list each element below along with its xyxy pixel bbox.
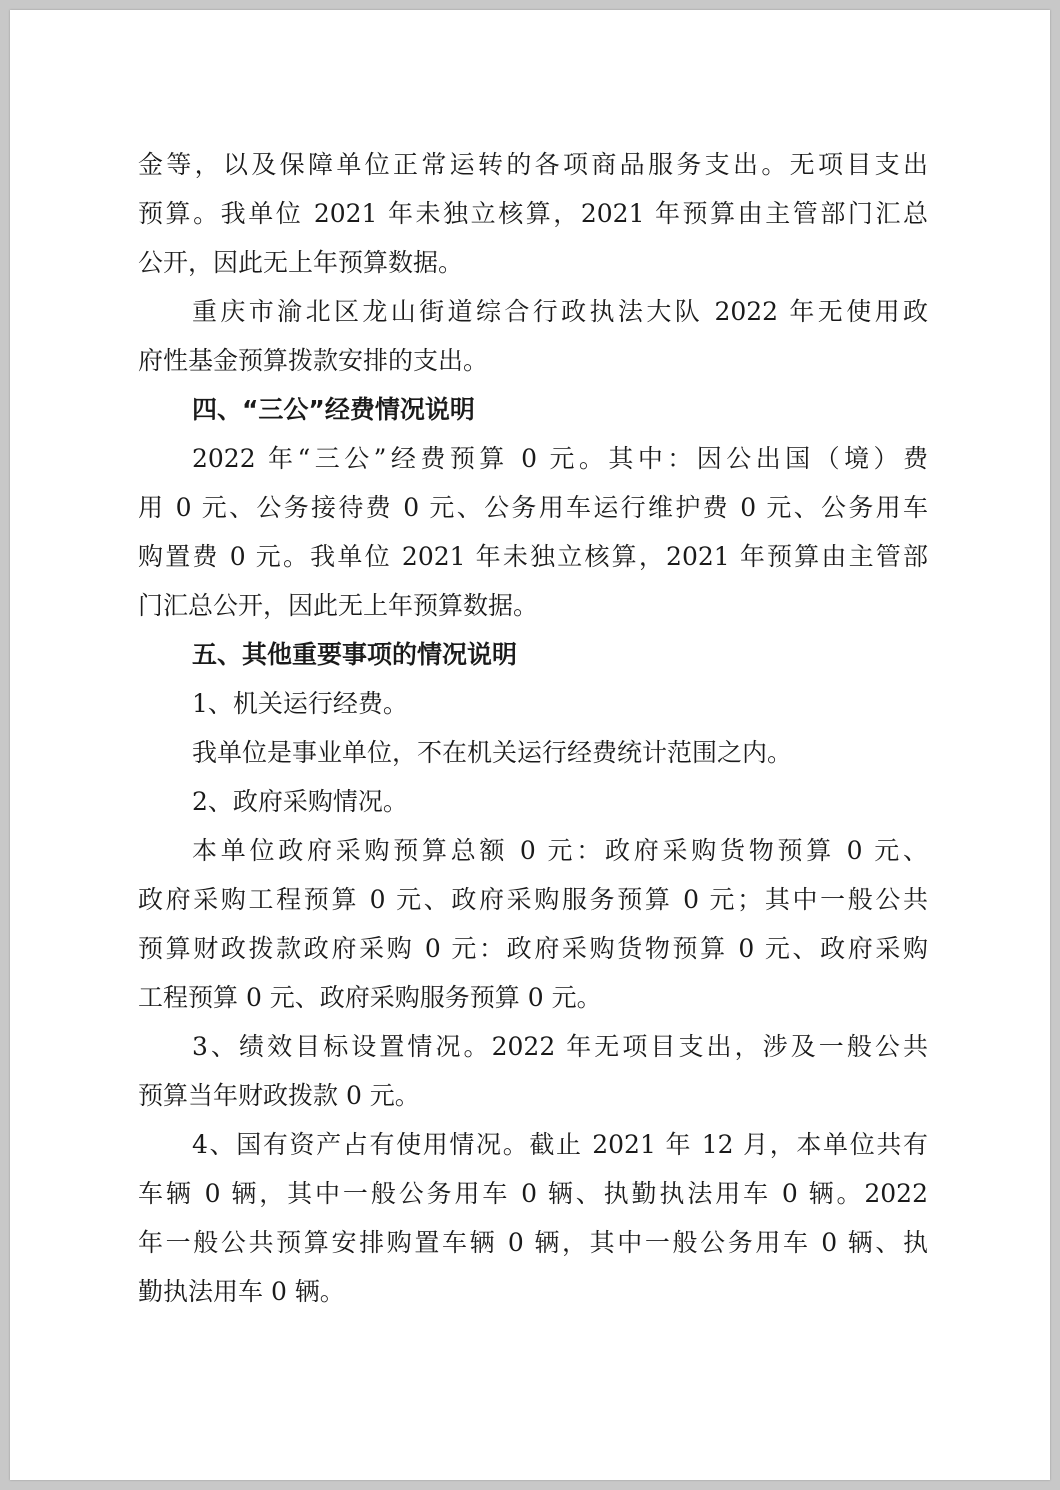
- body-line: 2、政府采购情况。: [192, 787, 408, 816]
- body-line: 金等，以及保障单位正常运转的各项商品服务支出。无项目支出: [138, 150, 928, 179]
- document-body: [138, 140, 928, 1316]
- body-line: 2022 年“三公”经费预算 0 元。其中：因公出国（境）费: [192, 444, 928, 473]
- body-line: 预算当年财政拨款 0 元。: [138, 1081, 420, 1110]
- body-line: 预算。我单位 2021 年未独立核算，2021 年预算由主管部门汇总: [138, 199, 928, 228]
- body-line: 预算财政拨款政府采购 0 元：政府采购货物预算 0 元、政府采购: [138, 934, 928, 963]
- body-line: 府性基金预算拨款安排的支出。: [138, 346, 489, 375]
- body-line: 1、机关运行经费。: [192, 689, 408, 718]
- body-line: 本单位政府采购预算总额 0 元：政府采购货物预算 0 元、: [192, 836, 928, 865]
- body-line: 门汇总公开，因此无上年预算数据。: [138, 591, 539, 620]
- body-line: 购置费 0 元。我单位 2021 年未独立核算，2021 年预算由主管部: [138, 542, 928, 571]
- body-line: 工程预算 0 元、政府采购服务预算 0 元。: [138, 983, 602, 1012]
- body-line: 重庆市渝北区龙山街道综合行政执法大队 2022 年无使用政: [192, 297, 928, 326]
- body-line: 公开，因此无上年预算数据。: [138, 248, 464, 277]
- body-line: 勤执法用车 0 辆。: [138, 1277, 345, 1306]
- document-page: [10, 10, 1050, 1480]
- body-line: 政府采购工程预算 0 元、政府采购服务预算 0 元；其中一般公共: [138, 885, 928, 914]
- section-heading-four: 四、“三公”经费情况说明: [192, 395, 475, 424]
- body-line: 车辆 0 辆，其中一般公务用车 0 辆、执勤执法用车 0 辆。2022: [138, 1179, 928, 1208]
- body-line: 年一般公共预算安排购置车辆 0 辆，其中一般公务用车 0 辆、执: [138, 1228, 928, 1257]
- body-line: 我单位是事业单位，不在机关运行经费统计范围之内。: [192, 738, 793, 767]
- body-line: 3、绩效目标设置情况。2022 年无项目支出，涉及一般公共: [192, 1032, 928, 1061]
- body-line: 用 0 元、公务接待费 0 元、公务用车运行维护费 0 元、公务用车: [138, 493, 928, 522]
- body-line: 4、国有资产占有使用情况。截止 2021 年 12 月，本单位共有: [192, 1130, 928, 1159]
- section-heading-five: 五、其他重要事项的情况说明: [192, 640, 518, 669]
